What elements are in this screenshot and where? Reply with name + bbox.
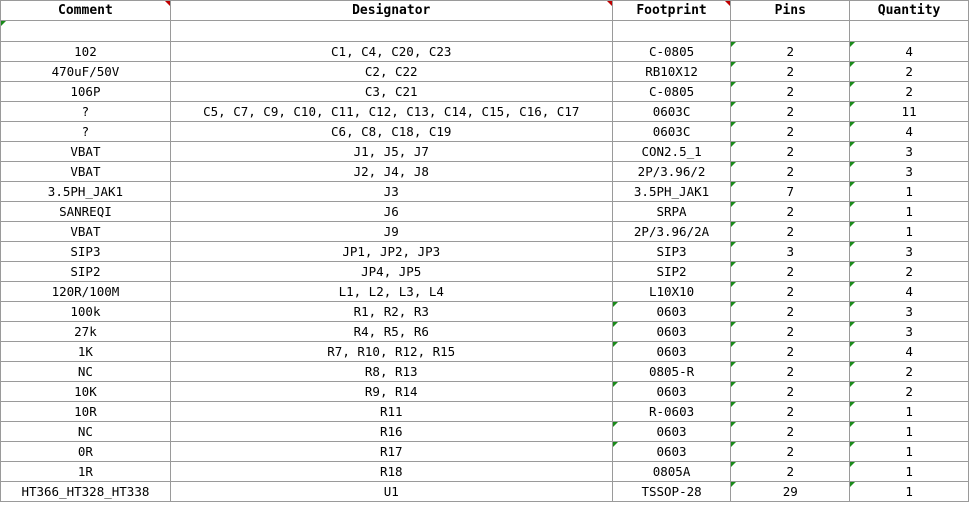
cell-footprint[interactable]: 0603 (612, 382, 731, 402)
cell-footprint[interactable]: 0603C (612, 102, 731, 122)
table-row (1, 42, 969, 62)
cell-designator[interactable]: R11 (170, 402, 612, 422)
table-cell[interactable] (731, 21, 850, 42)
cell-quantity[interactable]: 1 (850, 202, 969, 222)
table-cell[interactable] (170, 21, 612, 42)
cell-pins[interactable]: 2 (731, 282, 850, 302)
cell-footprint[interactable]: 3.5PH_JAK1 (612, 182, 731, 202)
table-cell[interactable] (1, 21, 171, 42)
cell-quantity[interactable]: 2 (850, 382, 969, 402)
table-row (1, 242, 969, 262)
cell-designator[interactable]: C5, C7, C9, C10, C11, C12, C13, C14, C15, C16, C17 (170, 102, 612, 122)
cell-comment[interactable]: VBAT (1, 162, 171, 182)
cell-designator[interactable]: R16 (170, 422, 612, 442)
cell-pins[interactable]: 2 (731, 62, 850, 82)
table-row (1, 222, 969, 242)
cell-footprint[interactable]: 0603 (612, 342, 731, 362)
cell-quantity[interactable]: 3 (850, 162, 969, 182)
cell-footprint[interactable]: 2P/3.96/2A (612, 222, 731, 242)
table-row (1, 322, 969, 342)
cell-footprint[interactable]: RB10X12 (612, 62, 731, 82)
table-row (1, 82, 969, 102)
cell-footprint[interactable]: CON2.5_1 (612, 142, 731, 162)
cell-comment[interactable]: ? (1, 102, 171, 122)
header-quantity[interactable]: Quantity (850, 1, 969, 21)
cell-comment[interactable]: 10R (1, 402, 171, 422)
cell-footprint[interactable]: 2P/3.96/2 (612, 162, 731, 182)
cell-pins[interactable]: 2 (731, 262, 850, 282)
cell-designator[interactable]: J6 (170, 202, 612, 222)
cell-pins[interactable]: 2 (731, 422, 850, 442)
table-row (1, 122, 969, 142)
table-row (1, 482, 969, 502)
cell-footprint[interactable]: 0805-R (612, 362, 731, 382)
cell-comment[interactable]: SIP2 (1, 262, 171, 282)
cell-quantity[interactable]: 1 (850, 182, 969, 202)
cell-pins[interactable]: 29 (731, 482, 850, 502)
cell-pins[interactable]: 2 (731, 42, 850, 62)
cell-designator[interactable]: R1, R2, R3 (170, 302, 612, 322)
cell-designator[interactable]: C3, C21 (170, 82, 612, 102)
table-row (1, 282, 969, 302)
cell-quantity[interactable]: 1 (850, 482, 969, 502)
cell-designator[interactable]: R8, R13 (170, 362, 612, 382)
table-row (1, 422, 969, 442)
cell-quantity[interactable]: 4 (850, 282, 969, 302)
cell-comment[interactable]: 27k (1, 322, 171, 342)
cell-footprint[interactable]: R-0603 (612, 402, 731, 422)
cell-quantity[interactable]: 2 (850, 362, 969, 382)
cell-designator[interactable]: J9 (170, 222, 612, 242)
table-row (1, 342, 969, 362)
cell-designator[interactable]: R9, R14 (170, 382, 612, 402)
cell-quantity[interactable]: 3 (850, 242, 969, 262)
header-footprint[interactable]: Footprint (612, 1, 731, 21)
cell-footprint[interactable]: 0603 (612, 302, 731, 322)
cell-designator[interactable]: J1, J5, J7 (170, 142, 612, 162)
cell-quantity[interactable]: 4 (850, 342, 969, 362)
cell-quantity[interactable]: 4 (850, 42, 969, 62)
cell-comment[interactable]: NC (1, 422, 171, 442)
cell-pins[interactable]: 2 (731, 362, 850, 382)
cell-designator[interactable]: L1, L2, L3, L4 (170, 282, 612, 302)
table-row (1, 162, 969, 182)
cell-designator[interactable]: R17 (170, 442, 612, 462)
table-row (1, 102, 969, 122)
cell-quantity[interactable]: 3 (850, 322, 969, 342)
cell-quantity[interactable]: 1 (850, 402, 969, 422)
cell-designator[interactable]: C6, C8, C18, C19 (170, 122, 612, 142)
table-cell[interactable] (850, 21, 969, 42)
cell-comment[interactable]: 0R (1, 442, 171, 462)
cell-designator[interactable]: JP1, JP2, JP3 (170, 242, 612, 262)
table-row (1, 142, 969, 162)
cell-pins[interactable]: 2 (731, 82, 850, 102)
cell-comment[interactable]: 106P (1, 82, 171, 102)
cell-footprint[interactable]: 0603 (612, 322, 731, 342)
table-cell[interactable] (612, 21, 731, 42)
cell-comment[interactable]: 120R/100M (1, 282, 171, 302)
cell-quantity[interactable]: 3 (850, 302, 969, 322)
cell-quantity[interactable]: 2 (850, 62, 969, 82)
cell-designator[interactable]: C1, C4, C20, C23 (170, 42, 612, 62)
cell-designator[interactable]: J2, J4, J8 (170, 162, 612, 182)
table-row (1, 262, 969, 282)
cell-footprint[interactable]: TSSOP-28 (612, 482, 731, 502)
table-row (1, 182, 969, 202)
cell-quantity[interactable]: 11 (850, 102, 969, 122)
cell-comment[interactable]: VBAT (1, 142, 171, 162)
table-row (1, 362, 969, 382)
cell-footprint[interactable]: 0805A (612, 462, 731, 482)
cell-designator[interactable]: J3 (170, 182, 612, 202)
cell-comment[interactable]: ? (1, 122, 171, 142)
table-row (1, 442, 969, 462)
cell-pins[interactable]: 2 (731, 102, 850, 122)
blank-row (1, 21, 969, 42)
cell-footprint[interactable]: SIP3 (612, 242, 731, 262)
cell-comment[interactable]: SANREQI (1, 202, 171, 222)
cell-footprint[interactable]: L10X10 (612, 282, 731, 302)
cell-designator[interactable]: R7, R10, R12, R15 (170, 342, 612, 362)
cell-quantity[interactable]: 4 (850, 122, 969, 142)
cell-comment[interactable]: HT366_HT328_HT338 (1, 482, 171, 502)
cell-footprint[interactable]: 0603 (612, 422, 731, 442)
cell-pins[interactable]: 2 (731, 302, 850, 322)
cell-footprint[interactable]: C-0805 (612, 82, 731, 102)
table-row (1, 202, 969, 222)
cell-pins[interactable]: 2 (731, 322, 850, 342)
cell-quantity[interactable]: 1 (850, 222, 969, 242)
cell-comment[interactable]: 102 (1, 42, 171, 62)
cell-designator[interactable]: U1 (170, 482, 612, 502)
cell-pins[interactable]: 2 (731, 462, 850, 482)
cell-comment[interactable]: SIP3 (1, 242, 171, 262)
cell-pins[interactable]: 2 (731, 382, 850, 402)
cell-designator[interactable]: R4, R5, R6 (170, 322, 612, 342)
cell-quantity[interactable]: 2 (850, 82, 969, 102)
cell-pins[interactable]: 3 (731, 242, 850, 262)
cell-pins[interactable]: 2 (731, 342, 850, 362)
header-pins[interactable]: Pins (731, 1, 850, 21)
header-comment[interactable]: Comment (1, 1, 171, 21)
cell-comment[interactable]: 470uF/50V (1, 62, 171, 82)
cell-designator[interactable]: C2, C22 (170, 62, 612, 82)
cell-quantity[interactable]: 2 (850, 262, 969, 282)
cell-designator[interactable]: JP4, JP5 (170, 262, 612, 282)
cell-pins[interactable]: 7 (731, 182, 850, 202)
cell-pins[interactable]: 2 (731, 122, 850, 142)
cell-comment[interactable]: VBAT (1, 222, 171, 242)
cell-footprint[interactable]: C-0805 (612, 42, 731, 62)
cell-quantity[interactable]: 1 (850, 422, 969, 442)
cell-footprint[interactable]: SIP2 (612, 262, 731, 282)
cell-quantity[interactable]: 3 (850, 142, 969, 162)
cell-pins[interactable]: 2 (731, 142, 850, 162)
cell-pins[interactable]: 2 (731, 202, 850, 222)
cell-footprint[interactable]: 0603 (612, 442, 731, 462)
table-row (1, 462, 969, 482)
header-designator[interactable]: Designator (170, 1, 612, 21)
cell-quantity[interactable]: 1 (850, 442, 969, 462)
cell-comment[interactable]: 10K (1, 382, 171, 402)
table-row (1, 382, 969, 402)
cell-pins[interactable]: 2 (731, 442, 850, 462)
table-row (1, 302, 969, 322)
cell-pins[interactable]: 2 (731, 162, 850, 182)
header-row (1, 1, 969, 21)
cell-quantity[interactable]: 1 (850, 462, 969, 482)
cell-comment[interactable]: 3.5PH_JAK1 (1, 182, 171, 202)
cell-comment[interactable]: NC (1, 362, 171, 382)
cell-footprint[interactable]: 0603C (612, 122, 731, 142)
cell-pins[interactable]: 2 (731, 222, 850, 242)
table-row (1, 62, 969, 82)
table-row (1, 402, 969, 422)
cell-designator[interactable]: R18 (170, 462, 612, 482)
cell-footprint[interactable]: SRPA (612, 202, 731, 222)
cell-pins[interactable]: 2 (731, 402, 850, 422)
cell-comment[interactable]: 1R (1, 462, 171, 482)
cell-comment[interactable]: 100k (1, 302, 171, 322)
cell-comment[interactable]: 1K (1, 342, 171, 362)
